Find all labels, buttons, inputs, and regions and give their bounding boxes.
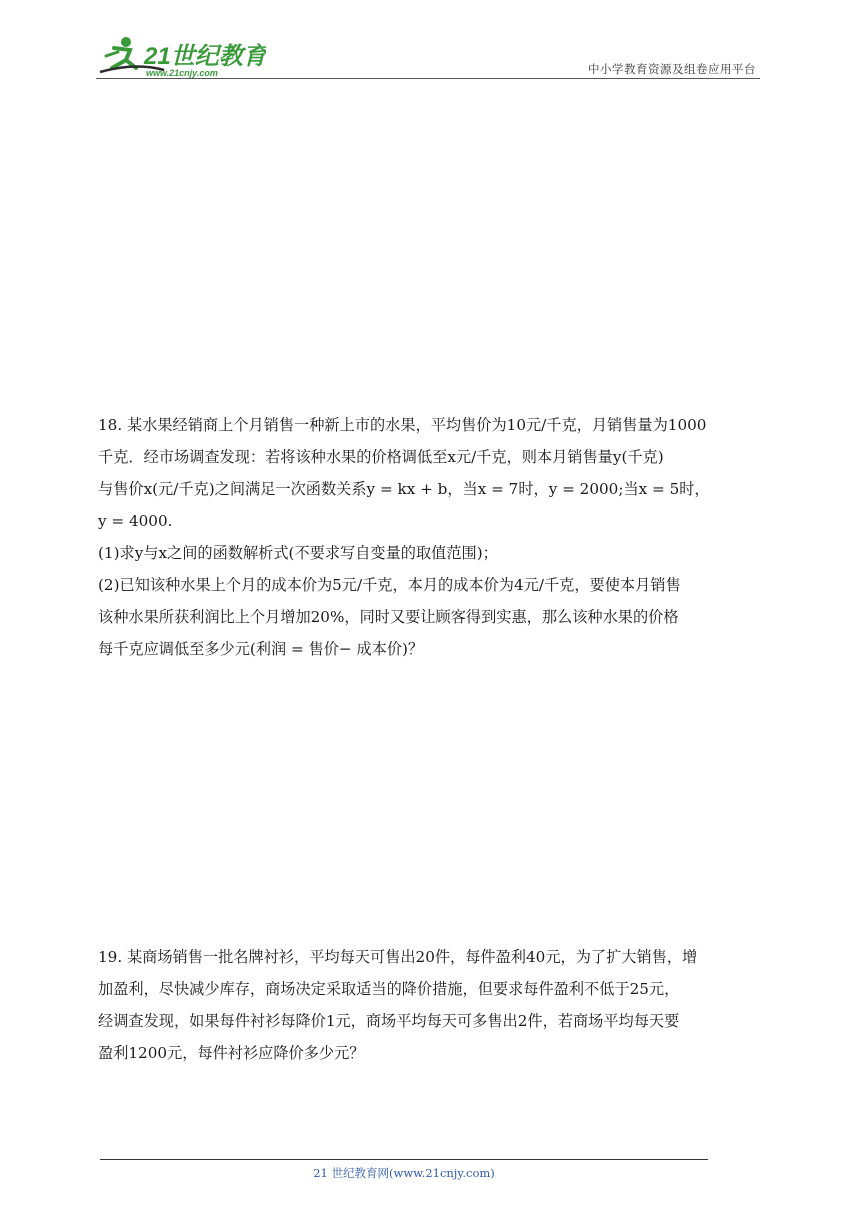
problem-18-line: 与售价x(元/千克)之间满足一次函数关系y = kx + b，当x = 7时，y = 2000;当x = 5时， xyxy=(98,480,710,498)
problem-18-part-1: (1)求y与x之间的函数解析式(不要求写自变量的取值范围)； xyxy=(98,544,498,562)
platform-title: 中小学教育资源及组卷应用平台 xyxy=(588,62,756,76)
site-logo xyxy=(96,34,266,80)
problem-19-line: 盈利1200元，每件衬衫应降价多少元？ xyxy=(98,1044,365,1062)
footer-text: 21 世纪教育网(www.21cnjy.com) xyxy=(313,1166,495,1180)
logo-url: www.21cnjy.com xyxy=(146,68,218,78)
problem-18-line: 18. 某水果经销商上个月销售一种新上市的水果，平均售价为10元/千克，月销售量为1000 xyxy=(98,416,707,434)
runner-logo-icon xyxy=(96,34,266,80)
problem-18 xyxy=(98,409,766,665)
problem-18-part-2: (2)已知该种水果上个月的成本价为5元/千克，本月的成本价为4元/千克，要使本月销售 xyxy=(98,576,681,594)
logo-text: 21世纪教育 xyxy=(144,43,266,70)
problem-18-line: 每千克应调低至多少元(利润 = 售价− 成本价)？ xyxy=(98,640,424,658)
problem-18-line: 千克．经市场调查发现：若将该种水果的价格调低至x元/千克，则本月销售量y(千克) xyxy=(98,448,664,466)
problem-18-line: 该种水果所获利润比上个月增加20%，同时又要让顾客得到实惠，那么该种水果的价格 xyxy=(98,608,679,626)
footer-divider xyxy=(100,1159,708,1160)
header-divider xyxy=(96,78,760,79)
problem-19-line: 19. 某商场销售一批名牌衬衫，平均每天可售出20件，每件盈利40元，为了扩大销售，增 xyxy=(98,948,698,966)
problem-19-line: 加盈利，尽快减少库存，商场决定采取适当的降价措施，但要求每件盈利不低于25元， xyxy=(98,980,680,998)
problem-18-line: y = 4000. xyxy=(98,512,173,530)
problem-19 xyxy=(98,941,766,1069)
problem-19-line: 经调查发现，如果每件衬衫每降价1元，商场平均每天可多售出2件，若商场平均每天要 xyxy=(98,1012,680,1030)
